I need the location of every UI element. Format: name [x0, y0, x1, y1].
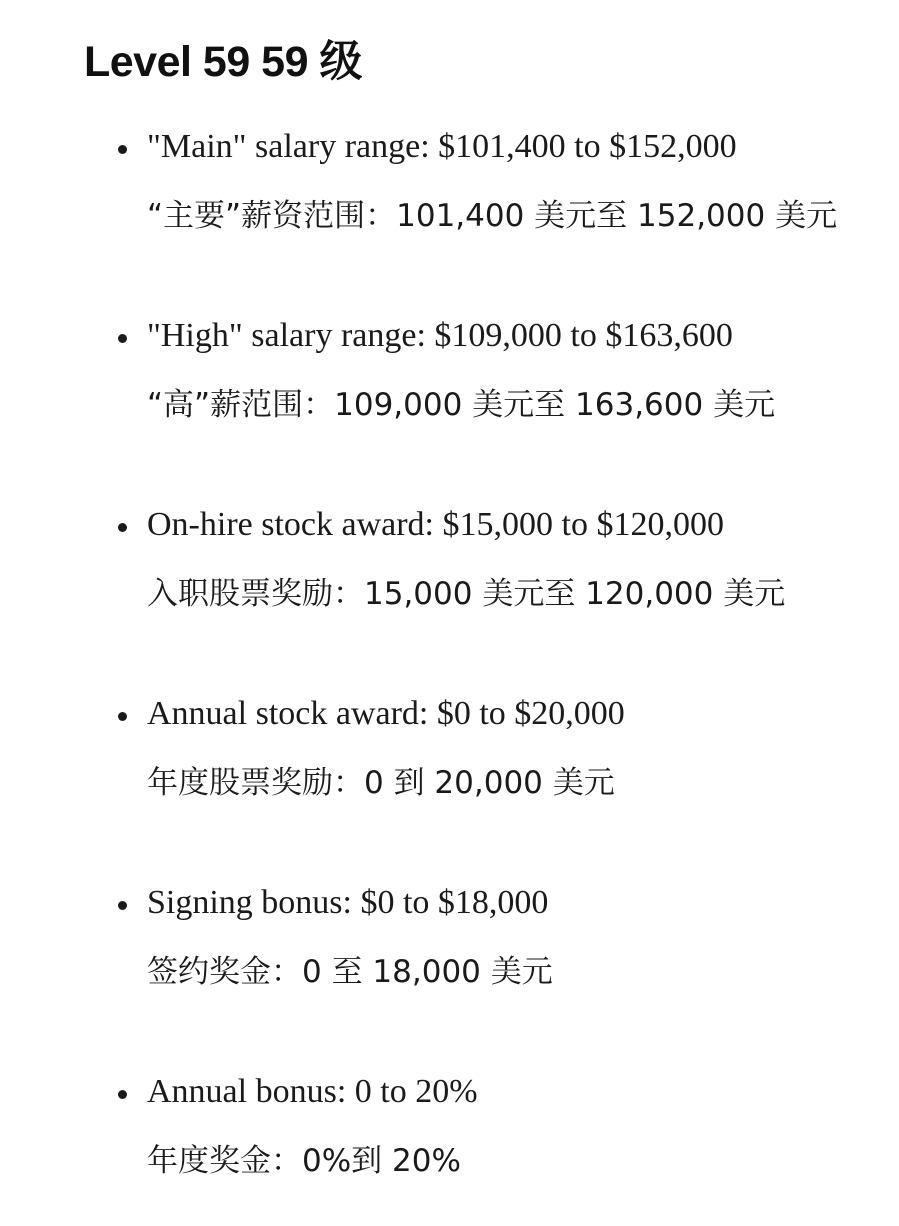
bullet-icon	[118, 334, 127, 343]
page-title: Level 59 59 级	[84, 38, 362, 86]
item-text-zh: 入职股票奖励：15,000 美元至 120,000 美元	[147, 576, 786, 612]
bullet-icon	[118, 145, 127, 154]
item-text-zh: “主要”薪资范围：101,400 美元至 152,000 美元	[147, 198, 838, 234]
item-text-zh: “高”薪范围：109,000 美元至 163,600 美元	[147, 387, 776, 423]
bullet-icon	[118, 901, 127, 910]
bullet-icon	[118, 712, 127, 721]
bullet-icon	[118, 1090, 127, 1099]
item-text-en: On-hire stock award: $15,000 to $120,000	[147, 506, 724, 543]
item-text-zh: 年度股票奖励：0 到 20,000 美元	[147, 765, 615, 801]
item-text-en: Signing bonus: $0 to $18,000	[147, 884, 549, 921]
item-text-en: Annual bonus: 0 to 20%	[147, 1073, 478, 1110]
bullet-icon	[118, 523, 127, 532]
item-text-zh: 签约奖金：0 至 18,000 美元	[147, 954, 553, 990]
item-text-zh: 年度奖金：0%到 20%	[147, 1143, 461, 1179]
item-text-en: "High" salary range: $109,000 to $163,600	[147, 317, 733, 354]
item-text-en: Annual stock award: $0 to $20,000	[147, 695, 625, 732]
item-text-en: "Main" salary range: $101,400 to $152,000	[147, 128, 737, 165]
